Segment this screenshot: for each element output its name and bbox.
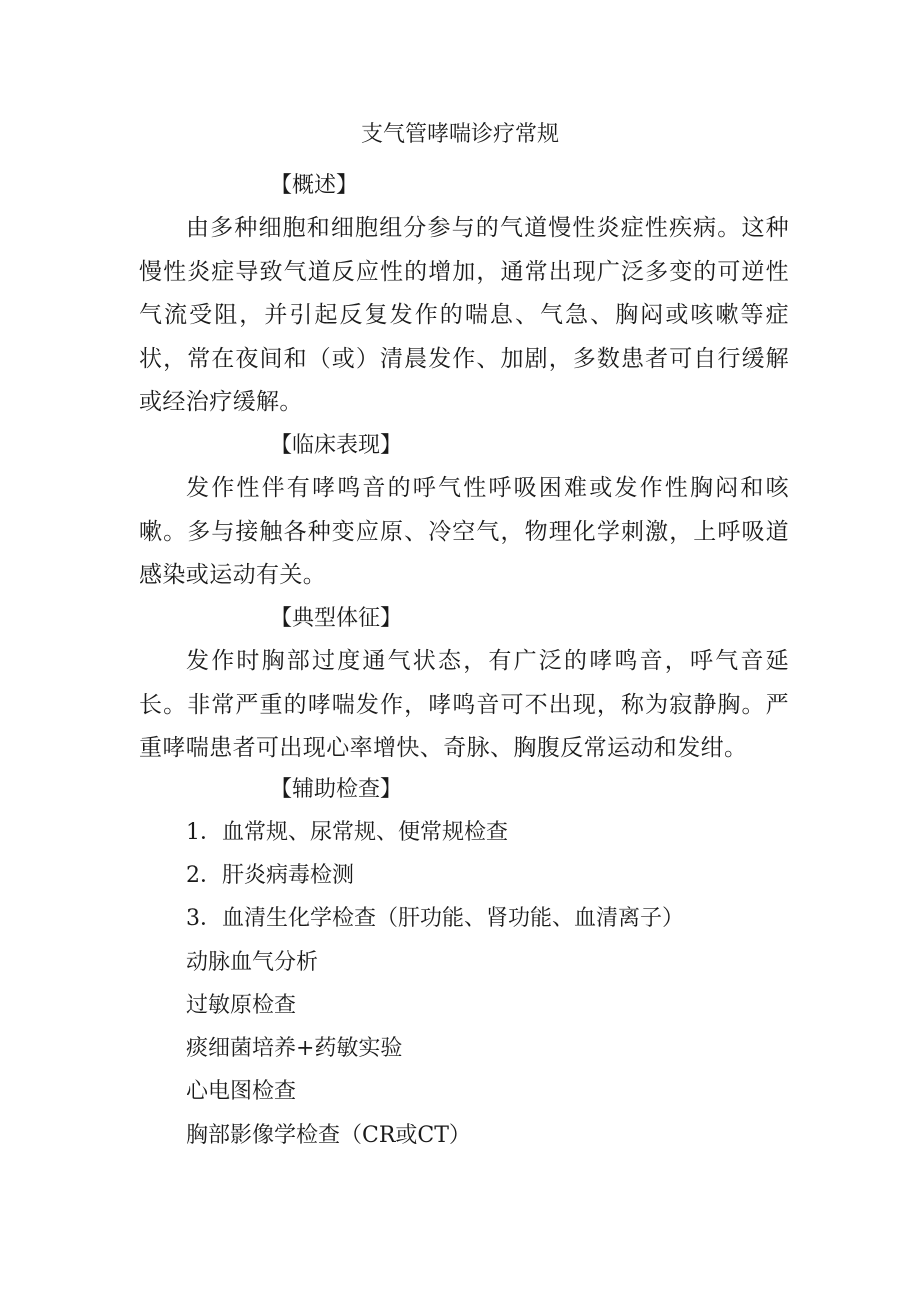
section-heading-signs: 【典型体征】: [270, 606, 403, 631]
exam-list-item: 痰细菌培养+药敏实验: [186, 1036, 403, 1061]
exam-list-item: 过敏原检查: [186, 993, 297, 1018]
section-heading-clinical: 【临床表现】: [270, 433, 403, 458]
document-title: 支气管哮喘诊疗常规: [360, 122, 559, 147]
section-heading-exams: 【辅助检查】: [270, 777, 403, 802]
section-paragraph-signs: 发作时胸部过度通气状态，有广泛的哮鸣音，呼气音延长。非常严重的哮喘发作，哮鸣音可不出现，称为寂静胸。严重哮喘患者可出现心率增快、奇脉、胸腹反常运动和发绀。: [139, 648, 789, 761]
exam-list-item: 胸部影像学检查（CR或CT）: [186, 1123, 471, 1148]
exam-list-item: 心电图检查: [186, 1079, 297, 1104]
exam-list-item: 1．血常规、尿常规、便常规检查: [186, 820, 508, 845]
section-paragraph-clinical: 发作性伴有哮鸣音的呼气性呼吸困难或发作性胸闷和咳嗽。多与接触各种变应原、冷空气，物理化学刺激，上呼吸道感染或运动有关。: [139, 475, 789, 588]
exam-list-item: 3．血清生化学检查（肝功能、肾功能、血清离子）: [186, 906, 684, 931]
section-heading-overview: 【概述】: [270, 173, 359, 198]
exam-list-item: 动脉血气分析: [186, 950, 319, 975]
exam-list-item: 2．肝炎病毒检测: [186, 863, 354, 888]
section-paragraph-overview: 由多种细胞和细胞组分参与的气道慢性炎症性疾病。这种慢性炎症导致气道反应性的增加，通常出现广泛多变的可逆性气流受阻，并引起反复发作的喘息、气急、胸闷或咳嗽等症状，常在夜间和（或）清晨发作、加剧，多数患者可自行缓解或经治疗缓解。: [139, 215, 789, 415]
